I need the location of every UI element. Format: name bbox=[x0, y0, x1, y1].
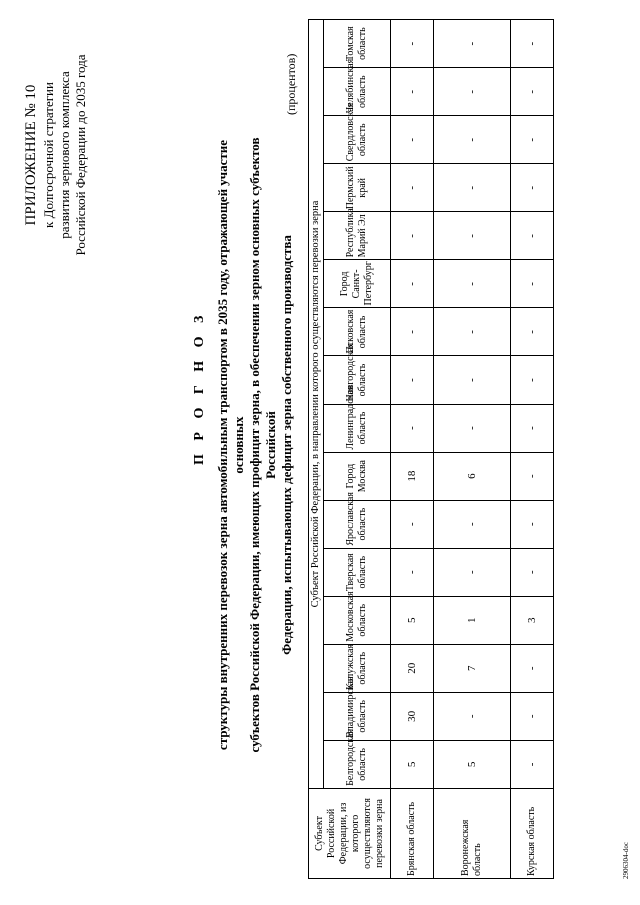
column-header: Пермский край bbox=[324, 164, 391, 212]
table-cell: - bbox=[511, 68, 554, 116]
table-cell: 6 bbox=[433, 452, 510, 500]
table-cell: - bbox=[511, 548, 554, 596]
table-cell: - bbox=[511, 404, 554, 452]
origin-region-header: Субъект Российской Федерации, из которого осуществляются перевозки зерна bbox=[309, 788, 391, 878]
table-cell: 5 bbox=[391, 596, 434, 644]
table-cell: - bbox=[433, 260, 510, 308]
column-header: Тверская область bbox=[324, 548, 391, 596]
table-cell: - bbox=[511, 356, 554, 404]
table-cell: - bbox=[391, 212, 434, 260]
table-cell: - bbox=[511, 20, 554, 68]
table-cell: - bbox=[391, 116, 434, 164]
document-subtitle bbox=[215, 115, 295, 775]
table-cell: 5 bbox=[433, 740, 510, 788]
column-header: Ярославская область bbox=[324, 500, 391, 548]
table-row bbox=[391, 20, 434, 879]
table-cell: - bbox=[511, 116, 554, 164]
units-label: (процентов) bbox=[284, 53, 298, 115]
table-cell: - bbox=[511, 308, 554, 356]
table-cell: - bbox=[391, 260, 434, 308]
table-cell: - bbox=[433, 212, 510, 260]
column-header: Владимирская область bbox=[324, 692, 391, 740]
table-cell: - bbox=[511, 452, 554, 500]
table-cell: - bbox=[433, 308, 510, 356]
table-cell: - bbox=[433, 164, 510, 212]
table-cell: 1 bbox=[433, 596, 510, 644]
appendix-reference: к Долгосрочной стратегии bbox=[41, 82, 56, 228]
table-cell: 7 bbox=[433, 644, 510, 692]
table-cell: 20 bbox=[391, 644, 434, 692]
table-cell: - bbox=[511, 260, 554, 308]
table-cell: - bbox=[391, 164, 434, 212]
table-cell: - bbox=[391, 548, 434, 596]
column-header: Томская область bbox=[324, 20, 391, 68]
table-cell: - bbox=[391, 500, 434, 548]
subtitle-line: Федерации, испытывающих дефицит зерна собственного производства bbox=[279, 235, 294, 655]
table-cell: - bbox=[511, 164, 554, 212]
appendix-number: ПРИЛОЖЕНИЕ № 10 bbox=[23, 84, 39, 226]
column-header: Московская область bbox=[324, 596, 391, 644]
table-cell: - bbox=[433, 116, 510, 164]
table-cell: - bbox=[433, 404, 510, 452]
table-cell: - bbox=[433, 356, 510, 404]
destination-region-header: Субъект Российской Федерации, в направлении которого осуществляются перевозки зерна bbox=[309, 20, 324, 789]
row-label: Курская область bbox=[511, 788, 554, 878]
column-header: Республика Марий Эл bbox=[324, 212, 391, 260]
column-header: Белгородская область bbox=[324, 740, 391, 788]
table-cell: - bbox=[511, 740, 554, 788]
column-header: Ленинградская область bbox=[324, 404, 391, 452]
table-cell: - bbox=[391, 68, 434, 116]
subtitle-line: субъектов Российской Федерации, имеющих профицит зерна, в обеспечении зерном основных субъектов Российской bbox=[247, 137, 278, 753]
row-label: Воронежская область bbox=[433, 788, 510, 878]
table-row bbox=[511, 20, 554, 879]
forecast-table bbox=[308, 19, 554, 879]
table-cell: - bbox=[433, 68, 510, 116]
table-row bbox=[433, 20, 510, 879]
table-cell: - bbox=[433, 20, 510, 68]
row-label: Брянская область bbox=[391, 788, 434, 878]
table-cell: - bbox=[511, 500, 554, 548]
column-header: Город Москва bbox=[324, 452, 391, 500]
document-file-reference: 2906304-doc bbox=[622, 842, 630, 879]
table-cell: - bbox=[433, 692, 510, 740]
appendix-block bbox=[22, 25, 89, 285]
table-cell: - bbox=[391, 356, 434, 404]
table-cell: 30 bbox=[391, 692, 434, 740]
table-cell: - bbox=[433, 548, 510, 596]
column-header: Псковская область bbox=[324, 308, 391, 356]
table-cell: - bbox=[391, 20, 434, 68]
table-cell: 3 bbox=[511, 596, 554, 644]
appendix-reference: Российской Федерации до 2035 года bbox=[73, 54, 88, 256]
table-cell: - bbox=[511, 644, 554, 692]
table-cell: - bbox=[391, 404, 434, 452]
table-cell: 5 bbox=[391, 740, 434, 788]
column-header: Свердловская область bbox=[324, 116, 391, 164]
table-cell: - bbox=[433, 500, 510, 548]
table-cell: - bbox=[511, 212, 554, 260]
column-header: Калужская область bbox=[324, 644, 391, 692]
table-cell: 18 bbox=[391, 452, 434, 500]
appendix-reference: развития зернового комплекса bbox=[57, 71, 72, 239]
column-header: Город Санкт-Петербург bbox=[324, 260, 391, 308]
subtitle-line: структуры внутренних перевозок зерна автомобильным транспортом в 2035 году, отражающей участие основных bbox=[215, 139, 246, 751]
table-cell: - bbox=[391, 308, 434, 356]
column-header: Челябинская область bbox=[324, 68, 391, 116]
table-cell: - bbox=[511, 692, 554, 740]
document-heading: П Р О Г Н О З bbox=[192, 310, 207, 465]
column-header: Новгородская область bbox=[324, 356, 391, 404]
